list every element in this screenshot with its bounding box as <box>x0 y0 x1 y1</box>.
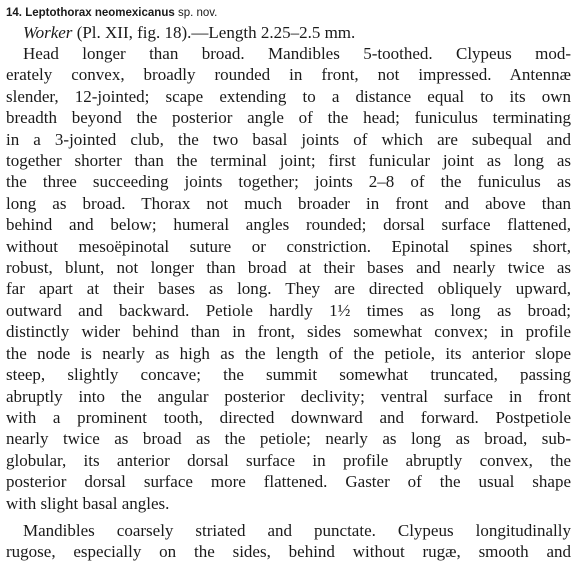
text-line: abruptly into the angular posterior declivity; ventral surface in front <box>6 386 571 406</box>
text-line: slender, 12-jointed; scape extending to a distance equal to its own <box>6 86 571 106</box>
text-line: Mandibles coarsely striated and punctate. Clypeus longitudinally <box>23 520 571 540</box>
text-line: far apart at their bases as long. They are directed obliquely upward, <box>6 279 571 299</box>
text-line: erately convex, broadly rounded in front, not impressed. Antennæ <box>6 65 571 85</box>
caste-label: Worker <box>23 23 73 42</box>
text-line: globular, its anterior dorsal surface in profile abruptly convex, the <box>6 450 571 470</box>
species-number: 14. <box>6 7 22 19</box>
description-paragraph-1 <box>6 43 571 514</box>
text-line: the three succeeding joints together; joints 2–8 of the funiculus as <box>6 172 571 192</box>
text-line: Head longer than broad. Mandibles 5-toothed. Clypeus mod- <box>23 44 571 63</box>
text-line: breadth beyond the posterior angle of the head; funiculus terminating <box>6 108 571 128</box>
text-line: together shorter than the terminal joint; first funicular joint as long as <box>6 151 571 171</box>
description-paragraph-2 <box>6 520 571 563</box>
plate-reference: (Pl. XII, fig. 18). <box>76 23 192 42</box>
worker-description-line <box>6 22 571 43</box>
species-suffix: sp. nov. <box>177 7 218 19</box>
text-line: steep, slightly concave; the summit somewhat truncated, passing <box>6 365 571 385</box>
text-line: in a 3-jointed club, the two basal joints of which are subequal and <box>6 129 571 149</box>
species-name: Leptothorax neomexicanus <box>25 7 175 19</box>
text-line: posterior dorsal surface more flattened. Gaster of the usual shape <box>6 472 571 492</box>
text-line: behind and below; humeral angles rounded; dorsal surface flattened, <box>6 215 571 235</box>
text-line: nearly twice as broad as the petiole; nearly as long as broad, sub- <box>6 429 571 449</box>
text-line: rugose, especially on the sides, behind without rugæ, smooth and <box>6 542 571 562</box>
text-line: robust, blunt, not longer than broad at their bases and nearly twice as <box>6 258 571 278</box>
text-line: distinctly wider behind than in front, sides somewhat convex; in profile <box>6 322 571 342</box>
species-heading <box>6 4 571 22</box>
text-line: with slight basal angles. <box>6 493 170 513</box>
text-line: long as broad. Thorax not much broader in front and above than <box>6 193 571 213</box>
text-line: the node is nearly as high as the length of the petiole, its anterior slope <box>6 343 571 363</box>
text-line: with a prominent tooth, directed downward and forward. Postpetiole <box>6 407 571 427</box>
length-measure: —Length 2.25–2.5 mm. <box>191 23 356 42</box>
text-line: outward and backward. Petiole hardly 1½ times as long as broad; <box>6 300 571 320</box>
text-line: without mesoëpinotal suture or constriction. Epinotal spines short, <box>6 236 571 256</box>
